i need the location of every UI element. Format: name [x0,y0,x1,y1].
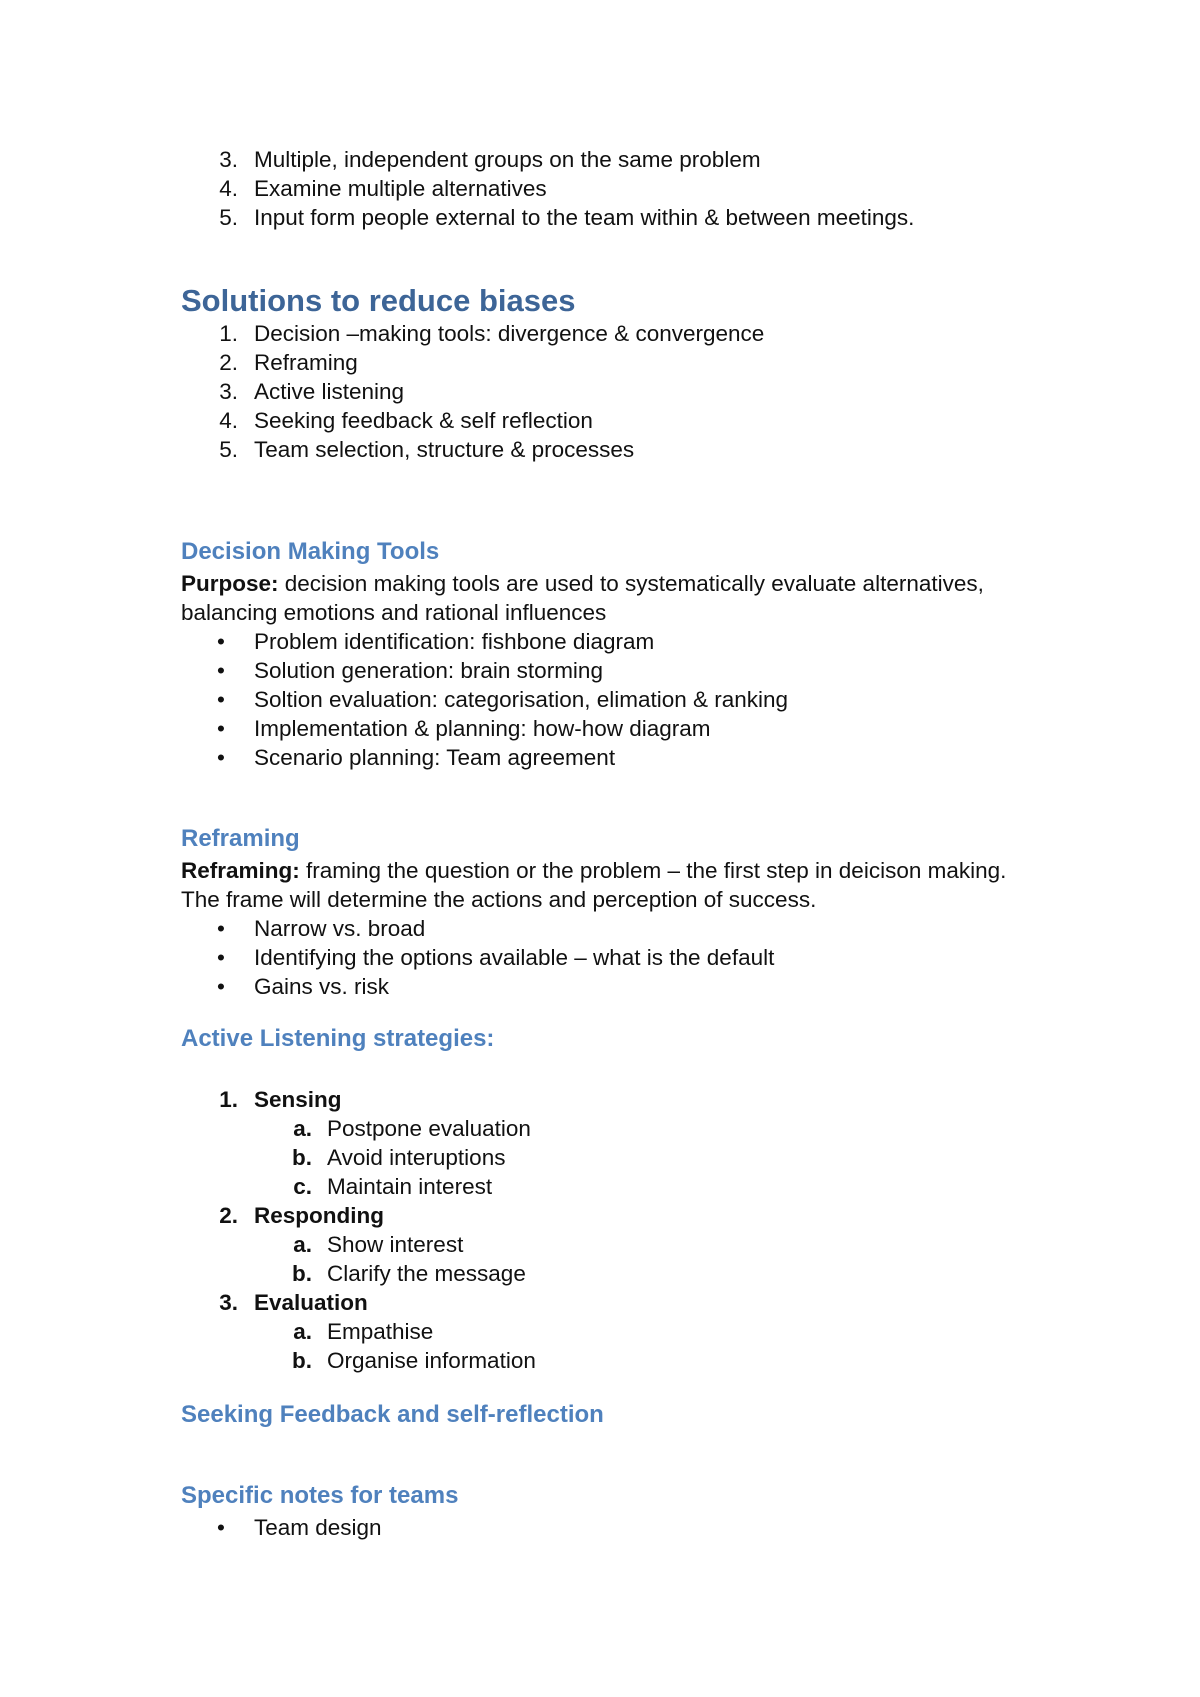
decision-tools-purpose [181,569,1011,627]
list-number: 2. [219,1203,238,1228]
list-item-text: Narrow vs. broad [254,916,426,941]
list-number: 3. [219,379,238,404]
list-number: 4. [219,176,238,201]
sub-list [181,1317,1081,1375]
bullet-icon: • [217,716,225,741]
list-item-text: Identifying the options available – what is the default [254,945,775,970]
list-item-text: Decision –making tools: divergence & convergence [254,321,765,346]
sub-item [181,1172,1081,1201]
sub-letter: a. [293,1319,312,1344]
list-number: 1. [219,1087,238,1112]
list-group [181,1085,1081,1201]
sub-item [181,1114,1081,1143]
bullet-icon: • [217,1515,225,1540]
sub-list [181,1230,1081,1288]
active-listening-list [181,1085,1081,1375]
list-item-text: Gains vs. risk [254,974,390,999]
bullet-icon: • [217,974,225,999]
list-item [181,685,1081,714]
list-group [181,1201,1081,1288]
sub-item [181,1317,1081,1346]
list-item [181,174,1081,203]
list-item-text: Examine multiple alternatives [254,176,547,201]
list-item [181,203,1081,232]
list-item [181,1513,1081,1542]
list-item [181,972,1081,1001]
bullet-icon: • [217,687,225,712]
sub-letter: a. [293,1116,312,1141]
list-number: 5. [219,205,238,230]
list-number: 2. [219,350,238,375]
sub-item [181,1346,1081,1375]
decision-tools-heading: Decision Making Tools [181,538,440,565]
list-item-text: Input form people external to the team within & between meetings. [254,205,915,230]
purpose-label: Purpose: [181,571,279,596]
list-number: 3. [219,147,238,172]
list-number: 5. [219,437,238,462]
group-title: Sensing [254,1087,342,1112]
list-item [181,406,1081,435]
list-item-text: Multiple, independent groups on the same problem [254,147,761,172]
list-item [181,348,1081,377]
list-item [181,145,1081,174]
team-notes-heading: Specific notes for teams [181,1482,459,1509]
solutions-heading: Solutions to reduce biases [181,283,576,318]
group-title: Evaluation [254,1290,368,1315]
reframing-text: framing the question or the problem – the first step in deicison making. The frame will determine the actions and perception of success. [181,858,1007,912]
bullet-icon: • [217,745,225,770]
decision-tools-list [181,627,1081,772]
list-number: 4. [219,408,238,433]
bullet-icon: • [217,658,225,683]
sub-item-text: Postpone evaluation [327,1116,531,1141]
list-item [181,377,1081,406]
reframing-definition [181,856,1011,914]
list-group [181,1288,1081,1375]
solutions-list [181,319,1081,464]
sub-letter: c. [293,1174,312,1199]
list-item [181,656,1081,685]
list-item-text: Active listening [254,379,405,404]
list-item-text: Team design [254,1515,382,1540]
list-number: 1. [219,321,238,346]
sub-item-text: Clarify the message [327,1261,526,1286]
sub-item [181,1259,1081,1288]
sub-letter: b. [292,1348,312,1373]
bullet-icon: • [217,629,225,654]
sub-letter: a. [293,1232,312,1257]
sub-item-text: Maintain interest [327,1174,493,1199]
list-item [181,714,1081,743]
list-item [181,1288,1081,1317]
bullet-icon: • [217,916,225,941]
list-item-text: Team selection, structure & processes [254,437,635,462]
sub-item [181,1230,1081,1259]
list-item-text: Seeking feedback & self reflection [254,408,593,433]
seeking-feedback-heading: Seeking Feedback and self-reflection [181,1401,604,1428]
list-item-text: Soltion evaluation: categorisation, elimation & ranking [254,687,789,712]
sub-item [181,1143,1081,1172]
list-item [181,1201,1081,1230]
list-item-text: Reframing [254,350,358,375]
list-item [181,435,1081,464]
sub-item-text: Show interest [327,1232,464,1257]
list-item-text: Scenario planning: Team agreement [254,745,616,770]
active-listening-heading: Active Listening strategies: [181,1025,495,1052]
group-title: Responding [254,1203,384,1228]
list-item [181,1085,1081,1114]
list-item-text: Solution generation: brain storming [254,658,603,683]
sub-list [181,1114,1081,1201]
list-item [181,319,1081,348]
continued-numbered-list [181,145,1081,232]
sub-item-text: Avoid interuptions [327,1145,506,1170]
list-number: 3. [219,1290,238,1315]
list-item-text: Implementation & planning: how-how diagram [254,716,711,741]
team-notes-list [181,1513,1081,1542]
list-item [181,743,1081,772]
purpose-text: decision making tools are used to systematically evaluate alternatives, balancing emotions and rational influences [181,571,984,625]
sub-item-text: Organise information [327,1348,536,1373]
list-item [181,627,1081,656]
list-item [181,914,1081,943]
sub-letter: b. [292,1261,312,1286]
list-item [181,943,1081,972]
bullet-icon: • [217,945,225,970]
sub-item-text: Empathise [327,1319,434,1344]
reframing-label: Reframing: [181,858,300,883]
reframing-heading: Reframing [181,825,300,852]
list-item-text: Problem identification: fishbone diagram [254,629,655,654]
sub-letter: b. [292,1145,312,1170]
reframing-list [181,914,1081,1001]
